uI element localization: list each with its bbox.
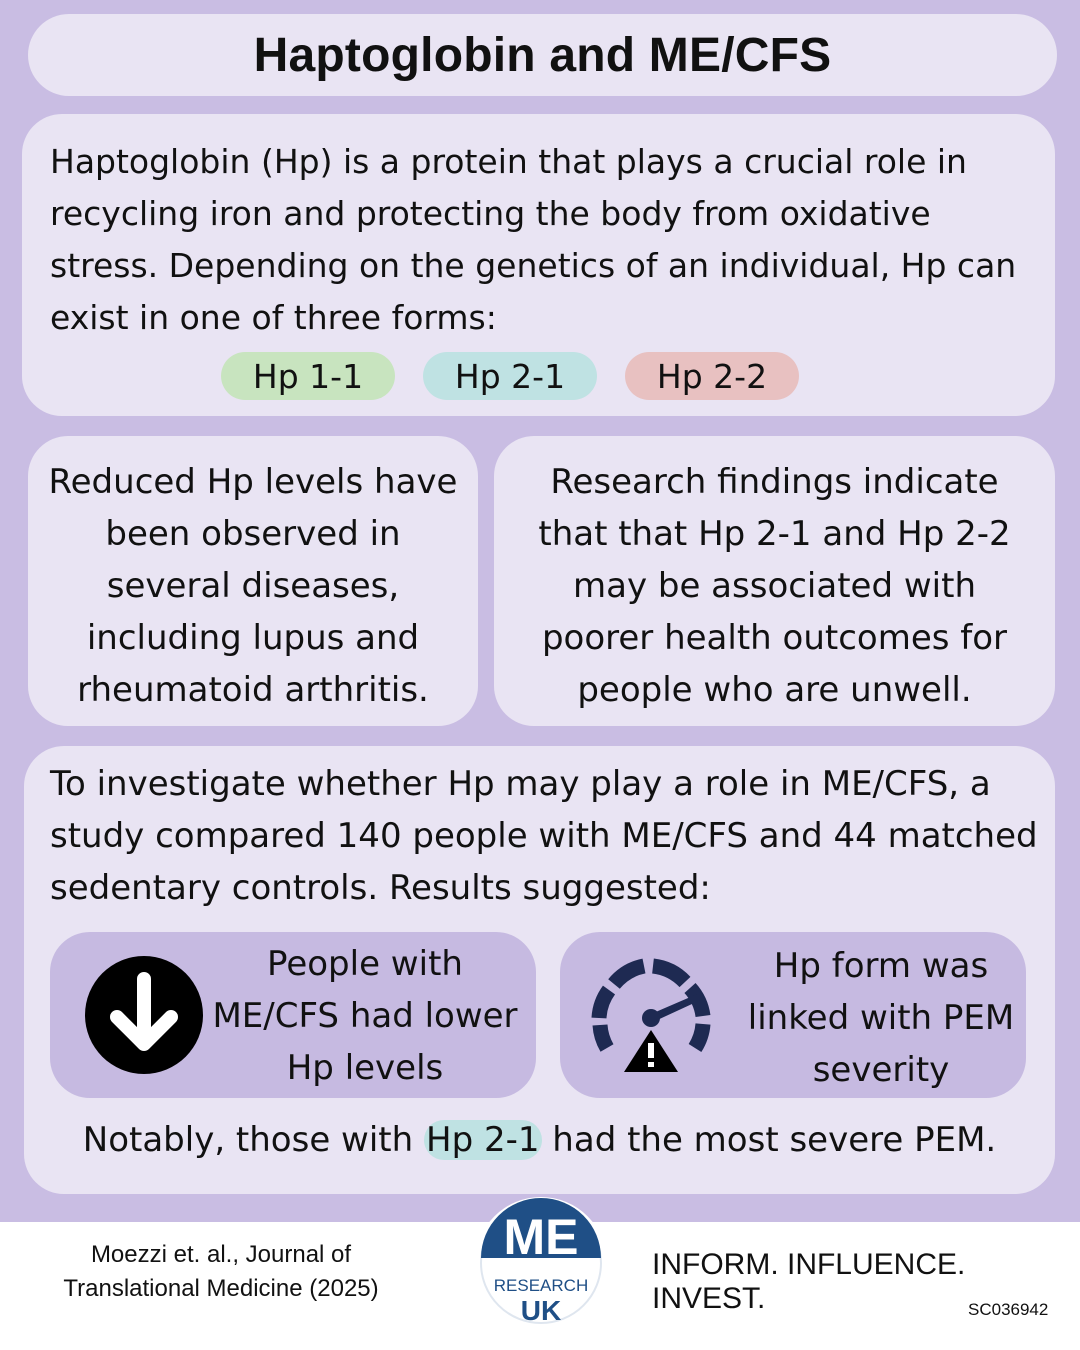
citation: Moezzi et. al., Journal of Translational Medicine (2025) bbox=[63, 1241, 379, 1302]
hp-1-1-pill: Hp 1-1 bbox=[221, 352, 395, 400]
notably-statement bbox=[24, 1114, 1055, 1166]
hp-2-1-highlight: Hp 2-1 bbox=[426, 1120, 540, 1160]
logo-research-text: RESEARCH bbox=[493, 1276, 589, 1295]
me-research-uk-logo bbox=[474, 1196, 608, 1330]
tagline: INFORM. INFLUENCE. INVEST. bbox=[652, 1248, 966, 1315]
logo-uk-text: UK bbox=[520, 1295, 562, 1326]
footer bbox=[0, 1209, 1080, 1350]
result-pem-severity-text: Hp form was linked with PEM severity bbox=[747, 946, 1015, 1090]
research-findings-text: Research findings indicate that that Hp 2-1 and Hp 2-2 may be associated with poorer health outcomes for people who are unwell. bbox=[538, 462, 1011, 710]
logo-me-text: ME bbox=[503, 1209, 579, 1265]
title-card bbox=[28, 14, 1057, 96]
page-title: Haptoglobin and ME/CFS bbox=[253, 28, 832, 82]
study-text: To investigate whether Hp may play a role in ME/CFS, a study compared 140 people with ME/CFS and 44 matched sedentary controls. Results suggested: bbox=[50, 764, 1038, 908]
study-card bbox=[24, 746, 1055, 1194]
notably-text-after: had the most severe PEM. bbox=[541, 1120, 997, 1160]
result-pem-severity bbox=[560, 932, 1026, 1098]
diseases-text: Reduced Hp levels have been observed in several diseases, including lupus and rheumatoid arthritis. bbox=[48, 462, 458, 710]
gauge-warning-icon bbox=[586, 948, 716, 1078]
research-findings-card bbox=[494, 436, 1055, 726]
intro-text: Haptoglobin (Hp) is a protein that plays a crucial role in recycling iron and protecting the body from oxidative stress. Depending on the genetics of an individual, Hp can exist in one of three forms: bbox=[50, 142, 1017, 337]
charity-number: SC036942 bbox=[968, 1300, 1049, 1319]
result-lower-levels bbox=[50, 932, 536, 1098]
down-arrow-icon bbox=[84, 955, 204, 1075]
intro-card bbox=[22, 114, 1055, 416]
notably-text-before: Notably, those with bbox=[82, 1120, 424, 1160]
result-lower-levels-text: People with ME/CFS had lower Hp levels bbox=[212, 944, 518, 1088]
diseases-card bbox=[28, 436, 478, 726]
hp-2-1-pill: Hp 2-1 bbox=[423, 352, 597, 400]
hp-2-2-pill: Hp 2-2 bbox=[625, 352, 799, 400]
